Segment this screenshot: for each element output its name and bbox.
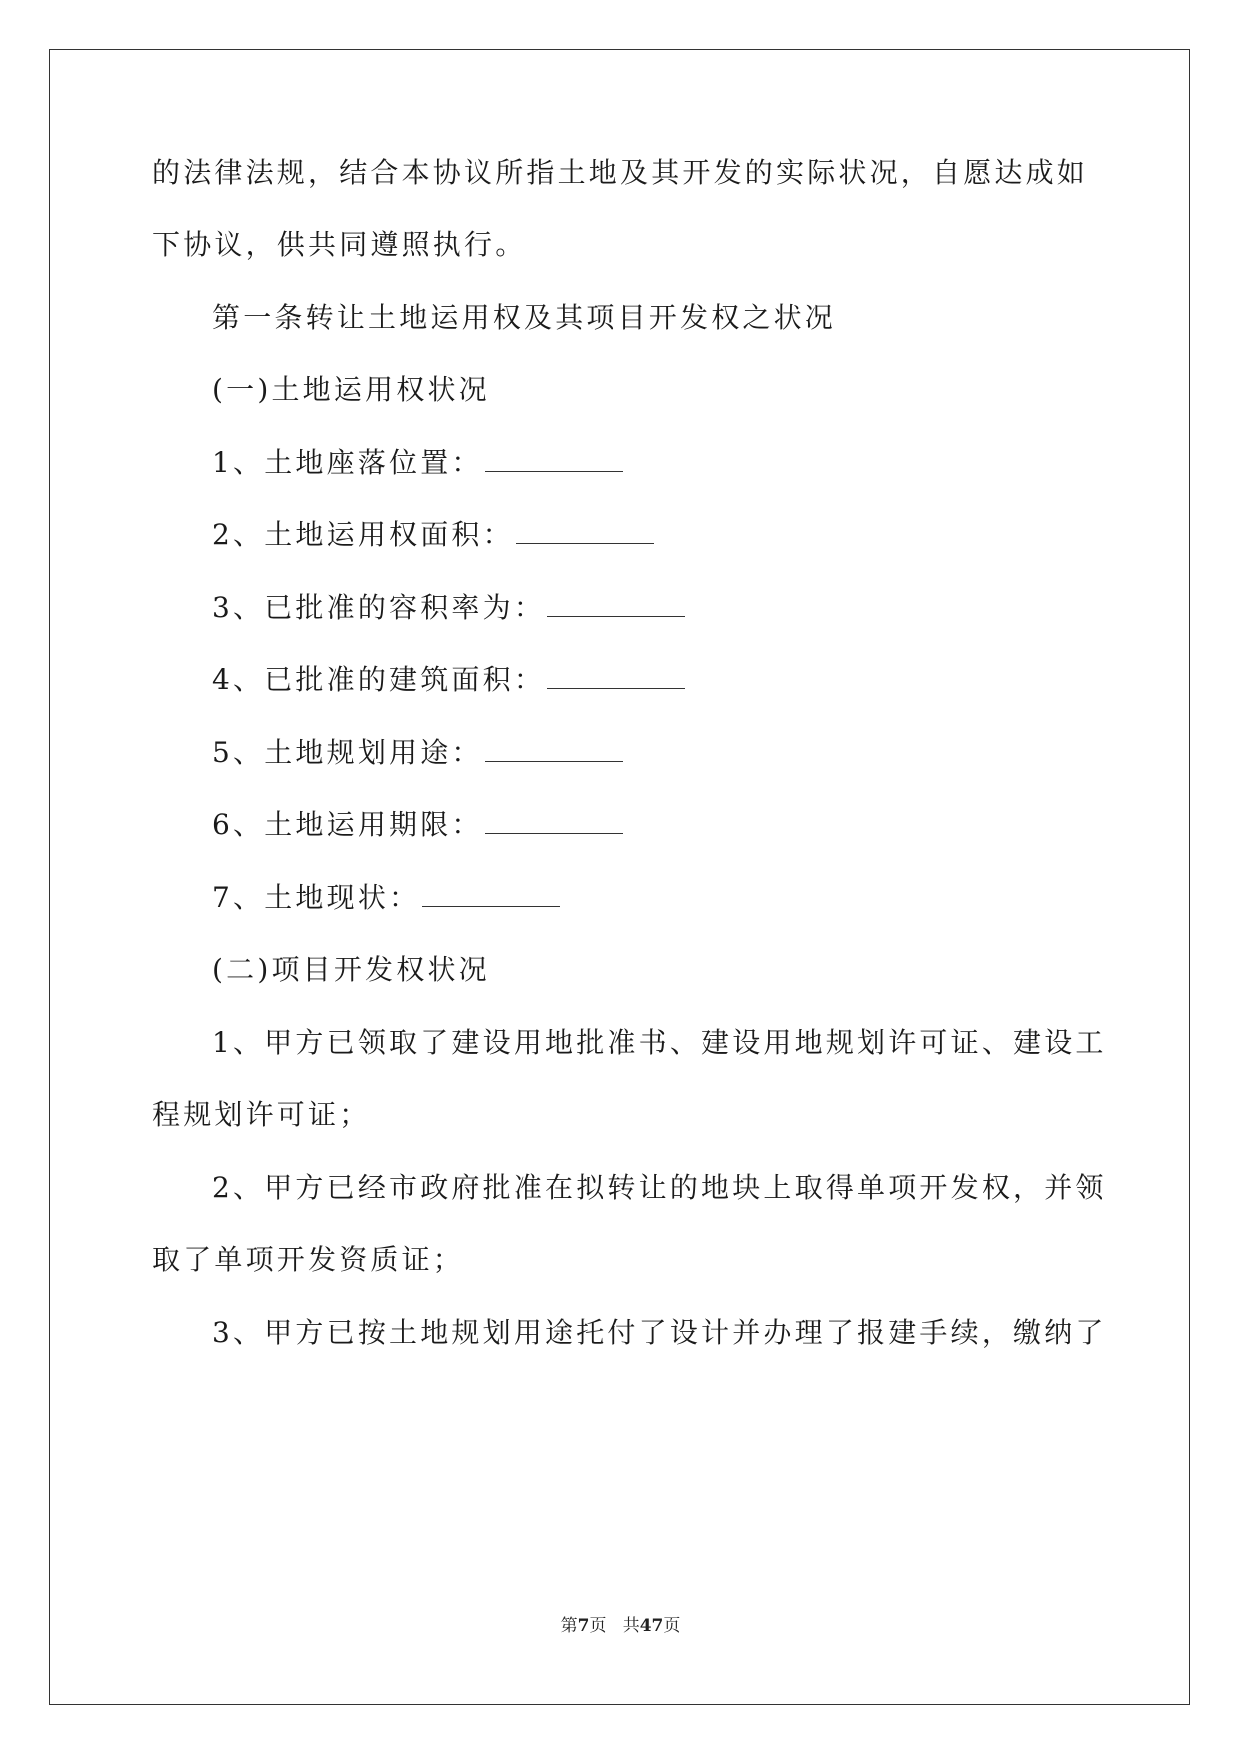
current-page-number: 7 <box>577 1616 590 1636</box>
field-label: 5、土地规划用途： <box>212 736 483 769</box>
section-heading: (一)土地运用权状况 <box>212 373 490 406</box>
field-label: 6、土地运用期限： <box>212 808 483 841</box>
page-border <box>49 49 1190 1705</box>
fill-blank[interactable] <box>547 594 685 617</box>
fill-blank[interactable] <box>547 666 685 689</box>
text-line: 1、甲方已领取了建设用地批准书、建设用地规划许可证、建设工 <box>212 1026 1107 1059</box>
footer-total-prefix: 共 <box>622 1616 640 1636</box>
text-line: 取了单项开发资质证； <box>152 1243 465 1276</box>
field-label: 2、土地运用权面积： <box>212 518 514 551</box>
article-heading: 第一条转让土地运用权及其项目开发权之状况 <box>212 301 837 334</box>
field-label: 7、土地现状： <box>212 881 421 914</box>
text-line: 的法律法规，结合本协议所指土地及其开发的实际状况，自愿达成如 <box>152 156 1089 189</box>
text-line: 3、甲方已按土地规划用途托付了设计并办理了报建手续，缴纳了 <box>212 1316 1107 1349</box>
fill-blank[interactable] <box>485 449 623 472</box>
form-field-area <box>212 518 654 552</box>
footer-page-word: 页 <box>589 1616 607 1636</box>
form-field-location <box>212 446 623 480</box>
fill-blank[interactable] <box>485 739 623 762</box>
section-heading: (二)项目开发权状况 <box>212 953 490 986</box>
form-field-land-status <box>212 881 560 915</box>
text-line: 程规划许可证； <box>152 1098 371 1131</box>
fill-blank[interactable] <box>422 884 560 907</box>
form-field-planned-use <box>212 736 623 770</box>
fill-blank[interactable] <box>516 521 654 544</box>
form-field-plot-ratio <box>212 591 685 625</box>
footer-prefix: 第 <box>560 1616 578 1636</box>
text-line: 下协议，供共同遵照执行。 <box>152 228 527 261</box>
page-footer <box>0 1611 1241 1636</box>
form-field-use-term <box>212 808 623 842</box>
field-label: 1、土地座落位置： <box>212 446 483 479</box>
footer-total-word: 页 <box>663 1616 681 1636</box>
fill-blank[interactable] <box>485 811 623 834</box>
field-label: 4、已批准的建筑面积： <box>212 663 546 696</box>
form-field-building-area <box>212 663 685 697</box>
field-label: 3、已批准的容积率为： <box>212 591 546 624</box>
text-line: 2、甲方已经市政府批准在拟转让的地块上取得单项开发权，并领 <box>212 1171 1107 1204</box>
total-page-number: 47 <box>639 1616 664 1636</box>
